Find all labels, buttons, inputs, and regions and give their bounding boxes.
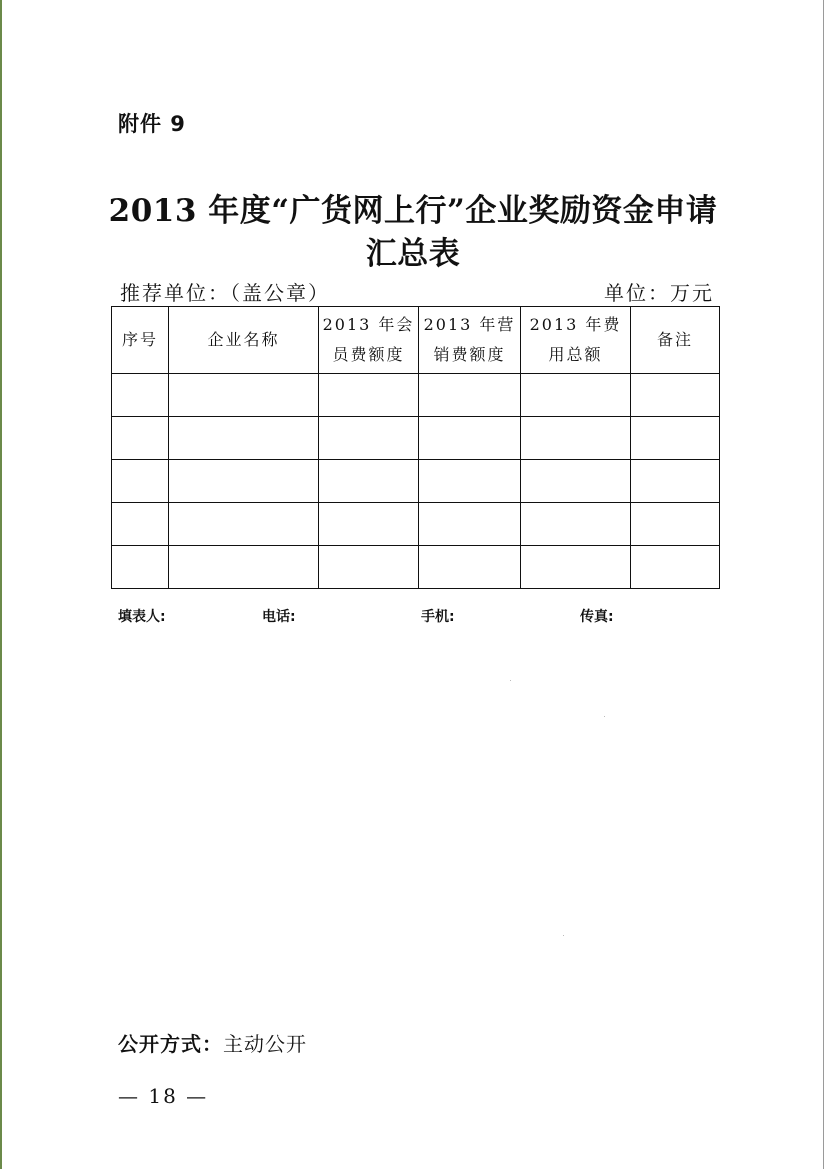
table-row — [112, 417, 720, 460]
header-company-name: 企业名称 — [169, 307, 319, 374]
scan-edge-left — [0, 0, 2, 1169]
table-cell — [112, 374, 169, 417]
table-cell — [631, 417, 720, 460]
attachment-label: 附件 9 — [118, 112, 186, 136]
scan-speck — [510, 680, 511, 681]
table-cell — [319, 546, 419, 589]
table-cell — [419, 374, 521, 417]
table-cell — [169, 417, 319, 460]
header-serial-number: 序号 — [112, 307, 169, 374]
signature-row — [0, 606, 826, 626]
table-cell — [319, 460, 419, 503]
table-row — [112, 374, 720, 417]
table-cell — [319, 374, 419, 417]
recommending-unit-label: 推荐单位：（盖公章） — [120, 281, 330, 305]
table-cell — [521, 503, 631, 546]
header-remarks: 备注 — [631, 307, 720, 374]
summary-table — [111, 306, 720, 589]
header-total-expense: 2013 年费 用总额 — [521, 307, 631, 374]
unit-label: 单位：万元 — [604, 281, 714, 305]
document-title-line1: 2013 年度“广货网上行”企业奖励资金申请 — [108, 193, 718, 229]
disclosure-label: 公开方式： — [118, 1032, 223, 1056]
table-cell — [169, 503, 319, 546]
table-cell — [521, 417, 631, 460]
table-cell — [631, 374, 720, 417]
scan-edge-right — [823, 0, 824, 1169]
table-cell — [112, 503, 169, 546]
fax-label: 传真: — [580, 609, 614, 625]
disclosure-line — [118, 1028, 307, 1057]
table-cell — [169, 460, 319, 503]
table-cell — [631, 503, 720, 546]
table-header-row — [112, 307, 720, 374]
table-cell — [419, 460, 521, 503]
document-title-line2: 汇总表 — [365, 236, 461, 272]
header-marketing-fee: 2013 年营 销费额度 — [419, 307, 521, 374]
table-cell — [419, 503, 521, 546]
table-cell — [419, 417, 521, 460]
table-row — [112, 503, 720, 546]
scan-speck — [604, 716, 605, 717]
table-cell — [169, 546, 319, 589]
table-cell — [112, 417, 169, 460]
mobile-label: 手机: — [421, 609, 455, 625]
scan-speck — [563, 935, 564, 936]
table-cell — [112, 460, 169, 503]
table-cell — [169, 374, 319, 417]
filler-label: 填表人: — [118, 609, 166, 625]
table-row — [112, 460, 720, 503]
table-cell — [521, 546, 631, 589]
table-cell — [631, 546, 720, 589]
phone-label: 电话: — [262, 609, 296, 625]
table-cell — [319, 417, 419, 460]
table-cell — [319, 503, 419, 546]
disclosure-value: 主动公开 — [223, 1032, 307, 1056]
table-cell — [419, 546, 521, 589]
table-cell — [112, 546, 169, 589]
table-row — [112, 546, 720, 589]
table-cell — [521, 374, 631, 417]
page-number: — 18 — — [118, 1084, 209, 1108]
table-cell — [631, 460, 720, 503]
header-membership-fee: 2013 年会 员费额度 — [319, 307, 419, 374]
table-cell — [521, 460, 631, 503]
